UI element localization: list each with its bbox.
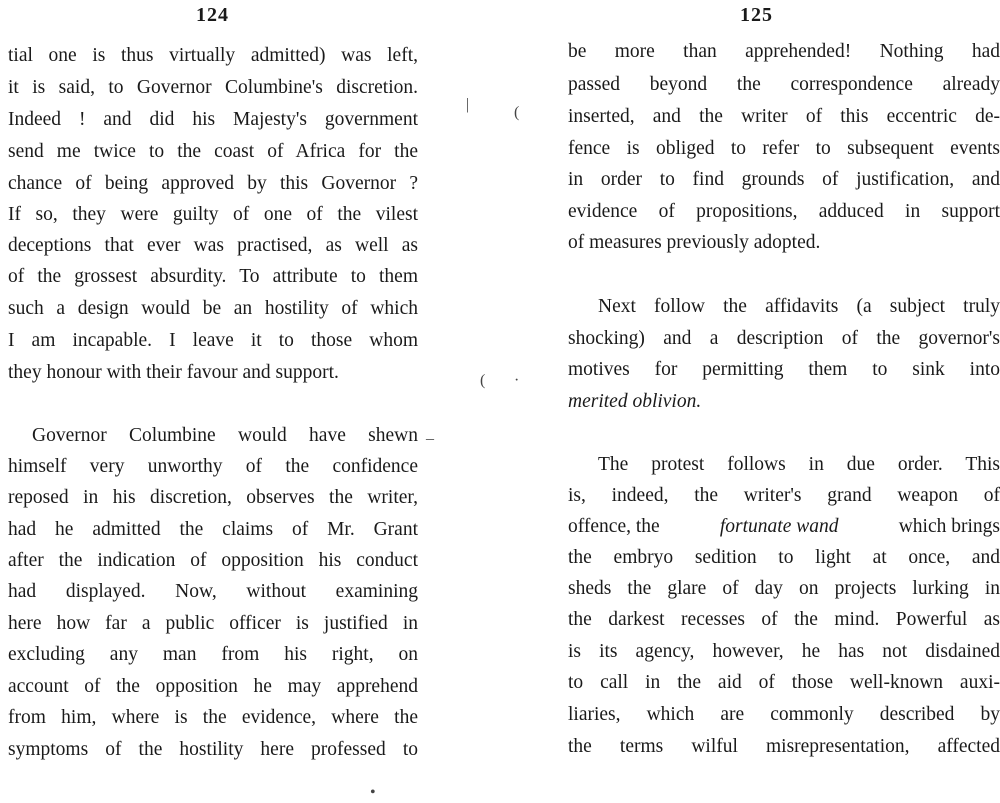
left-page [0,0,470,803]
text-line: here how far a public officer is justified in [8,613,418,634]
text-line [568,515,1000,539]
text-line: If so, they were guilty of one of the vilest [8,204,418,225]
text-line: of the grossest absurdity. To attribute to them [8,266,418,287]
text-line: shocking) and a description of the governor's [568,328,1000,349]
text-line: The protest follows in due order. This [598,454,1000,475]
text-line: symptoms of the hostility here professed to [8,739,418,760]
text-line: is, indeed, the writer's grand weapon of [568,485,1000,506]
gutter-mark: _ [426,425,434,442]
gutter-mark: • [370,784,376,801]
text-line: after the indication of opposition his conduct [8,550,418,571]
text-line: in order to find grounds of justification, and [568,169,1000,190]
text-line: had he admitted the claims of Mr. Grant [8,519,418,540]
text-line: chance of being approved by this Governor ? [8,173,418,194]
text-line: Indeed ! and did his Majesty's government [8,109,418,130]
text-line: send me twice to the coast of Africa for the [8,141,418,162]
text-segment: which brings [898,516,1000,537]
text-line: be more than apprehended! Nothing had [568,41,1000,62]
gutter-mark: · [514,372,520,389]
text-line: to call in the aid of those well-known auxi- [568,672,1000,693]
text-line: excluding any man from his right, on [8,644,418,665]
text-line: the terms wilful misrepresentation, affected [568,736,1000,757]
text-line: deceptions that ever was practised, as well as [8,235,418,256]
gutter-mark: ( [480,372,486,389]
text-line: merited oblivion. [568,391,702,412]
text-line: motives for permitting them to sink into [568,359,1000,380]
text-line: had displayed. Now, without examining [8,581,418,602]
text-line: such a design would be an hostility of which [8,298,418,319]
page-number: 124 [196,4,229,26]
text-line: evidence of propositions, adduced in support [568,201,1000,222]
text-line: account of the opposition he may apprehend [8,676,418,697]
text-line: Governor Columbine would have shewn [32,425,418,446]
text-line: the darkest recesses of the mind. Powerful as [568,609,1000,630]
text-line: is its agency, however, he has not disdained [568,641,1000,662]
text-line: it is said, to Governor Columbine's discretion. [8,77,418,98]
text-line: of measures previously adopted. [568,232,821,253]
gutter-mark: ( [514,104,520,121]
text-line: inserted, and the writer of this eccentric de- [568,106,1000,127]
text-line: the embryo sedition to light at once, and [568,547,1000,568]
text-line: liaries, which are commonly described by [568,704,1000,725]
text-line: they honour with their favour and support. [8,362,339,383]
gutter-mark: | [466,96,470,113]
text-segment: offence, the [568,516,660,537]
text-line: fence is obliged to refer to subsequent events [568,138,1000,159]
text-line: tial one is thus virtually admitted) was left, [8,45,418,66]
text-line: from him, where is the evidence, where the [8,707,418,728]
text-line: passed beyond the correspondence already [568,74,1000,95]
page-number: 125 [740,4,773,26]
text-line: himself very unworthy of the confidence [8,456,418,477]
text-line: sheds the glare of day on projects lurking in [568,578,1000,599]
emphasis-text: fortunate wand [719,516,839,537]
right-page [540,0,1000,803]
text-line: I am incapable. I leave it to those whom [8,330,418,351]
text-line: Next follow the affidavits (a subject truly [598,296,1000,317]
text-line: reposed in his discretion, observes the writer, [8,487,418,508]
